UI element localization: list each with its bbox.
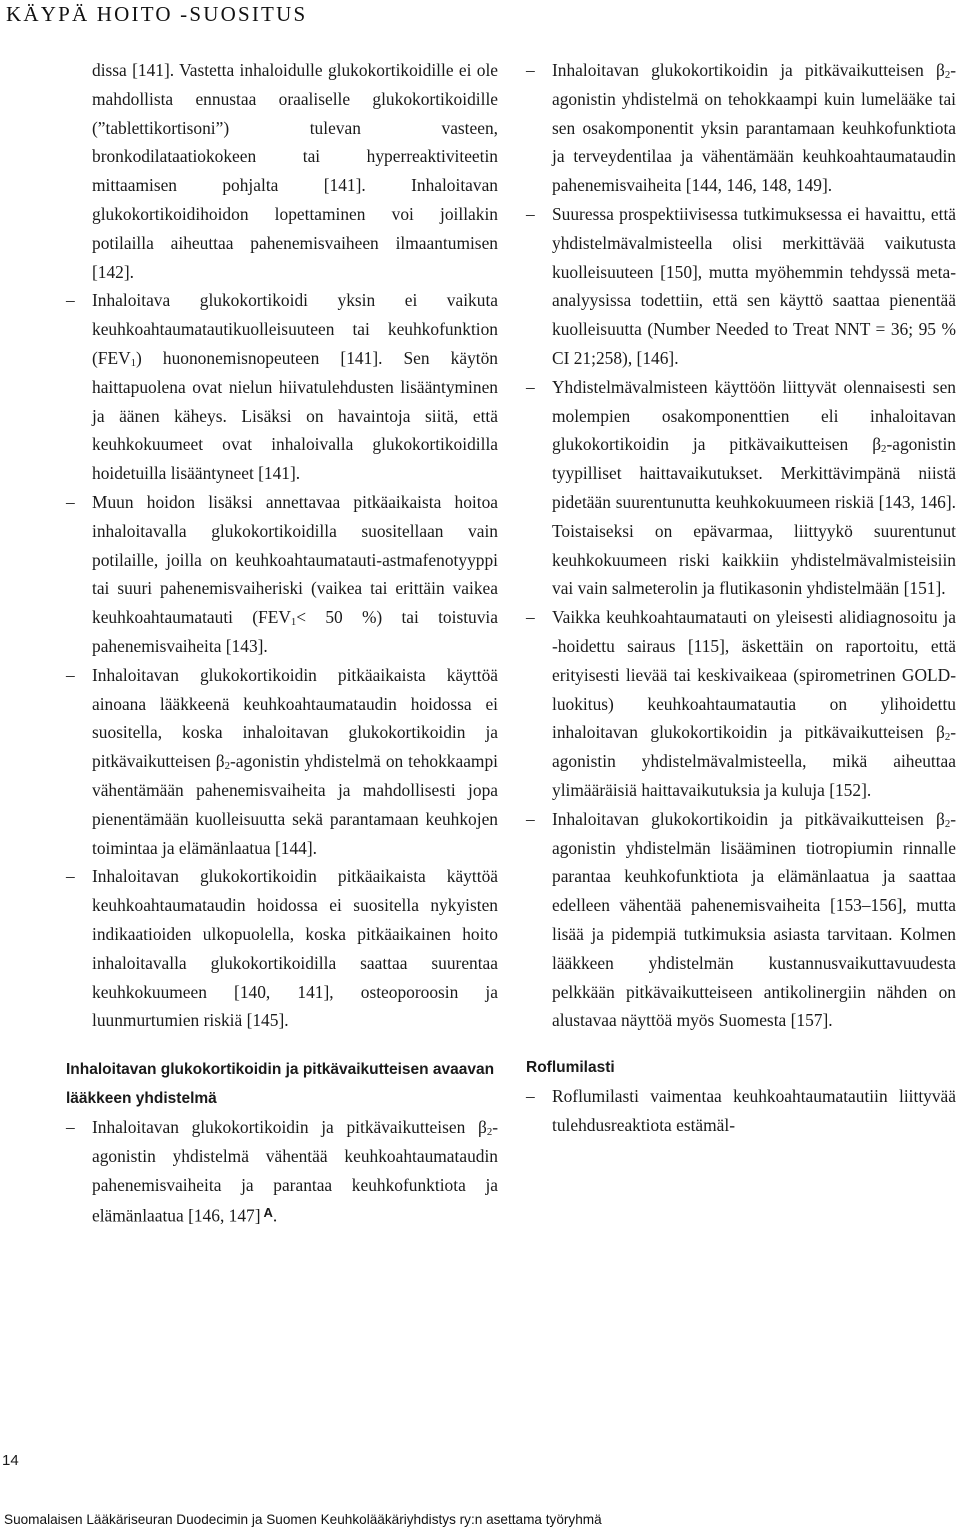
- dash-bullet: –: [526, 203, 535, 224]
- dash-bullet: –: [66, 1117, 75, 1138]
- dash-bullet: –: [526, 808, 535, 829]
- list-item: – Inhaloitavan glukokortikoidin pitkäaikaista käyttöä ainoana lääkkeenä keuhkoahtaumataudin hoidossa ei suositella, koska inhaloitavan glukokortikoidin ja pitkävaikutteisen $\beta_2$-agonistin yhdistelmä on tehokkaampi vähentämään pahenemisvaiheita ja mahdollisesti jopa pienentämään kuolleisuutta sekä parantamaan keuhkojen toimintaa ja elämänlaatua [144].: [66, 661, 498, 863]
- list-item: – Inhaloitavan glukokortikoidin ja pitkävaikutteisen $\beta_2$-agonistin yhdistelmän lisääminen tiotropiumin rinnalle parantaa keuhkofunktiota ja elämänlaatua ja saattaa edelleen vähentää pahenemisvaiheita [153–156], mutta lisää ja pidempiä tutkimuksia asiasta tarvitaan. Kolmen lääkkeen yhdistelmän kustannusvaikuttavuudesta pelkkään pitkävaikutteiseen antikolinergiin nähden on alustavaa näyttöä myös Suomesta [157].: [526, 805, 956, 1035]
- page-number: 14: [2, 1452, 19, 1469]
- right-column: [526, 56, 956, 1140]
- list-item: – Inhaloitavan glukokortikoidin ja pitkävaikutteisen $\beta_2$-agonistin yhdistelmä on tehokkaampi kuin lumelääke tai sen osakomponentit yksin parantamaan keuhkofunktiota ja terveydentilaa ja vähentämään keuhkoahtaumataudin pahenemisvaiheita [144, 146, 148, 149].: [526, 56, 956, 200]
- evidence-grade-badge: A: [263, 1205, 273, 1221]
- list-item: – Roflumilasti vaimentaa keuhkoahtaumatautiin liittyvää tulehdusreaktiota estämäl-: [526, 1082, 956, 1140]
- document-header: KÄYPÄ HOITO -SUOSITUS: [6, 2, 308, 26]
- dash-bullet: –: [66, 290, 75, 311]
- section-heading: Roflumilasti: [526, 1059, 615, 1077]
- list-item: – Inhaloitava glukokortikoidi yksin ei vaikuta keuhkoahtaumatautikuolleisuuteen tai keuhkofunktion $(FEV_1)$ huononemisnopeuteen [141]. Sen käytön haittapuolena ovat nielun hiivatulehdusten lisääntyminen ja äänen käheys. Lisäksi on havaintoja siitä, että keuhkokuumeet ovat inhaloivalla glukokortikoidilla hoidetuilla lisääntyneet [141].: [66, 286, 498, 488]
- list-item: – Inhaloitavan glukokortikoidin pitkäaikaista käyttöä keuhkoahtaumataudin hoidossa ei suositella nykyisten indikaatioiden ulkopuolella, koska pitkäaikainen hoito inhaloitavalla glukokortikoidilla saattaa suurentaa keuhkokuumeen [140, 141], osteoporoosin ja luunmurtumien riskiä [145].: [66, 862, 498, 1035]
- continued-paragraph: dissa [141]. Vastetta inhaloidulle glukokortikoidille ei ole mahdollista ennustaa oraaliselle glukokortikoidille (”tablettikortisoni”) tulevan vasteen, bronkodilataatiokokeen tai hyperreaktiviteetin mittaamisen pohjalta [141]. Inhaloitavan glukokortikoidihoidon lopettaminen voi joillakin potilailla aiheuttaa pahenemisvaiheen ilmaantumisen [142].: [92, 60, 498, 282]
- dash-bullet: –: [66, 664, 75, 685]
- list-item: – Inhaloitavan glukokortikoidin ja pitkävaikutteisen $\beta_2$-agonistin yhdistelmä vähentää keuhkoahtaumataudin pahenemisvaiheita ja parantaa keuhkofunktiota ja elämänlaatua [146, 147] $^A$.: [66, 1113, 498, 1231]
- dash-bullet: –: [526, 376, 535, 397]
- list-item: – Vaikka keuhkoahtaumatauti on yleisesti alidiagnosoitu ja -hoidettu sairaus [115], äskettäin on raportoitu, että erityisesti lievää tai keskivaikeaa (spirometrinen GOLD-luokitus) keuhkoahtaumatautia on ylihoidettu inhaloitavan glukokortikoidin ja pitkävaikutteisen $\beta_2$-agonistin yhdistelmävalmisteella, mikä aiheuttaa ylimääräisiä haittavaikutuksia ja kuluja [152].: [526, 603, 956, 805]
- left-column: [66, 56, 498, 1231]
- dash-bullet: –: [66, 866, 75, 887]
- dash-bullet: –: [66, 491, 75, 512]
- page-footer: Suomalaisen Lääkäriseuran Duodecimin ja Suomen Keuhkolääkäriyhdistys ry:n asettama työryhmä: [4, 1512, 602, 1527]
- list-item: – Muun hoidon lisäksi annettavaa pitkäaikaista hoitoa inhaloitavalla glukokortikoidilla suositellaan vain potilaille, joilla on keuhkoahtaumatauti-astmafenotyyppi tai suuri pahenemisvaiheriski (vaikea tai erittäin vaikea keuhkoahtaumatauti ($FEV_1< 50$ %) tai toistuvia pahenemisvaiheita [143].: [66, 488, 498, 661]
- section-heading: Inhaloitavan glukokortikoidin ja pitkävaikutteisen avaavan lääkkeen yhdistelmä: [66, 1061, 495, 1108]
- list-item: – Yhdistelmävalmisteen käyttöön liittyvät olennaisesti sen molempien osakomponenttien eli inhaloitavan glukokortikoidin ja pitkävaikutteisen $\beta_2$-agonistin tyypilliset haittavaikutukset. Merkittävimpänä niistä pidetään suurentunutta keuhkokuumeen riskiä [143, 146]. Toistaiseksi on epävarmaa, liittyykö suurentunut keuhkokuumeen riski kaikkiin yhdistelmävalmisteisiin vai vain salmeterolin ja flutikasonin yhdistelmään [151].: [526, 373, 956, 603]
- dash-bullet: –: [526, 607, 535, 628]
- list-item: – Suuressa prospektiivisessa tutkimuksessa ei havaittu, että yhdistelmävalmisteella olisi merkittävää vaikutusta kuolleisuuteen [150], mutta myöhemmin tehdyssä meta-analyysissa todettiin, että sen käyttö saattaa pienentää kuolleisuutta (Number Needed to Treat NNT = 36; 95 % CI 21;258), [146].: [526, 200, 956, 373]
- dash-bullet: –: [526, 60, 535, 80]
- dash-bullet: –: [526, 1086, 535, 1107]
